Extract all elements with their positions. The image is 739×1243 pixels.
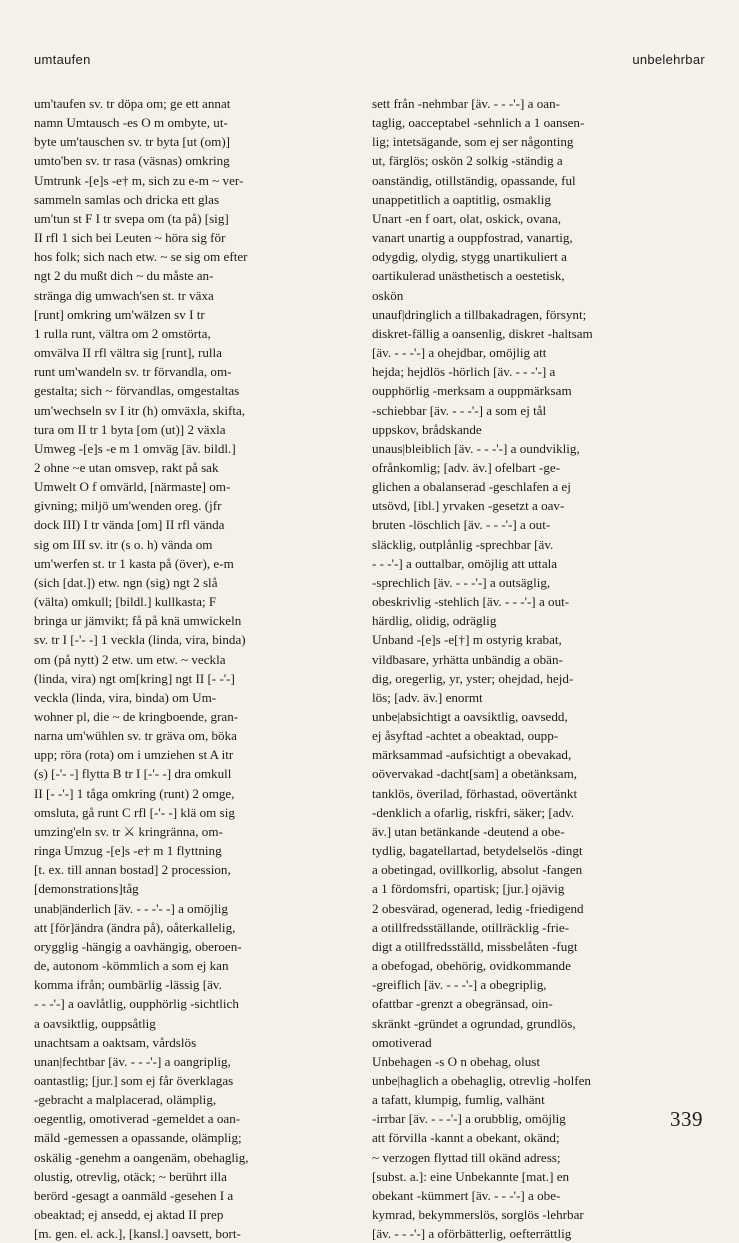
entry-line: att [för]ändra (ändra på), oåterkallelig, bbox=[34, 919, 236, 935]
entry-line: byte um'tauschen sv. tr byta [ut (om)] bbox=[34, 134, 231, 150]
entry-line: hejda; hejdlös -hörlich [äv. - - -'-] a bbox=[372, 364, 556, 380]
entry-line: umzing'eln sv. tr ⚔ kringränna, om- bbox=[34, 823, 223, 839]
entry-line: omotiverad bbox=[372, 1034, 432, 1050]
entry-line: bruten -löschlich [äv. - - -'-] a out- bbox=[372, 517, 551, 533]
entry-line: orygglig -hängig a oavhängig, oberoen- bbox=[34, 938, 242, 954]
entry-line: mäld -gemessen a opassande, olämplig; bbox=[34, 1130, 242, 1146]
entry-line: namn Umtausch -es O m ombyte, ut- bbox=[34, 115, 228, 131]
entry-line: obeskrivlig -stehlich [äv. - - -'-] a out- bbox=[372, 594, 570, 610]
entry-line: omvälva II rfl vältra sig [runt], rulla bbox=[34, 345, 222, 361]
entry-line: um'wechseln sv I itr (h) omväxla, skifta, bbox=[34, 402, 246, 418]
right-column bbox=[372, 94, 705, 1243]
entry-line: obekant -kümmert [äv. - - -'-] a obe- bbox=[372, 1187, 561, 1203]
entry-line: oövervakad -dacht[sam] a obetänksam, bbox=[372, 766, 578, 782]
entry-line: unbe|haglich a obehaglig, otrevlig -holfen bbox=[372, 1072, 591, 1088]
entry-line: - - -'-] a oavlåtlig, oupphörlig -sichtlich bbox=[34, 996, 239, 1012]
entry-line: oskön bbox=[372, 287, 404, 303]
entry-line: sammeln samlas och dricka ett glas bbox=[34, 191, 220, 207]
entry-line: digt a otillfredsställd, missbelåten -fugt bbox=[372, 938, 578, 954]
entry-line: - - -'-] a outtalbar, omöjlig att uttala bbox=[372, 555, 558, 571]
entry-line: oartikulerad unästhetisch a oestetisk, bbox=[372, 268, 565, 284]
entry-line: stränga dig umwach'sen st. tr växa bbox=[34, 287, 214, 303]
header-first-word: umtaufen bbox=[34, 52, 91, 67]
entry-line: [m. gen. el. ack.], [kansl.] oavsett, bort- bbox=[34, 1226, 241, 1242]
entry-line: givning; miljö um'wenden oreg. (jfr bbox=[34, 498, 222, 514]
entry-line: utsövd, [ibl.] yrvaken -gesetzt a oav- bbox=[372, 498, 565, 514]
entry-line: ofattbar -grenzt a obegränsad, oin- bbox=[372, 996, 553, 1012]
entry-line: vildbasare, yrhätta unbändig a obän- bbox=[372, 651, 563, 667]
entry-line: ofrånkomlig; [adv. äv.] ofelbart -ge- bbox=[372, 459, 561, 475]
entry-line: umto'ben sv. tr rasa (väsnas) omkring bbox=[34, 153, 230, 169]
entry-line: dock III) I tr vända [om] II rfl vända bbox=[34, 517, 225, 533]
entry-line: Umwelt O f omvärld, [närmaste] om- bbox=[34, 479, 231, 495]
header-last-word: unbelehrbar bbox=[632, 52, 705, 67]
running-header bbox=[34, 52, 705, 72]
entry-line: ut, färglös; oskön 2 solkig -ständig a bbox=[372, 153, 563, 169]
entry-line: (s) [-'- -] flytta B tr I [-'- -] dra omkull bbox=[34, 766, 232, 782]
entry-line: att förvilla -kannt a obekant, okänd; bbox=[372, 1130, 560, 1146]
entry-line: släcklig, outplånlig -sprechbar [äv. bbox=[372, 536, 554, 552]
entry-line: [äv. - - -'-] a oförbätterlig, oefterrättlig bbox=[372, 1226, 572, 1242]
entry-line: härdlig, olidig, odräglig bbox=[372, 613, 497, 629]
entry-line: lös; [adv. äv.] enormt bbox=[372, 689, 483, 705]
entry-line: de, autonom -kömmlich a som ej kan bbox=[34, 958, 229, 974]
entry-line: unbe|absichtigt a oavsiktlig, oavsedd, bbox=[372, 709, 568, 724]
entry-line: unachtsam a oaktsam, vårdslös bbox=[34, 1034, 197, 1050]
entry-line: [subst. a.]: eine Unbekannte [mat.] en bbox=[372, 1168, 570, 1184]
entry-line: olustig, otrevlig, otäck; ~ berührt illa bbox=[34, 1168, 227, 1184]
entry-line: veckla (linda, vira, binda) om Um- bbox=[34, 689, 217, 705]
entry-line: unappetitlich a oaptitlig, osmaklig bbox=[372, 191, 551, 207]
entry-line: unaus|bleiblich [äv. - - -'-] a oundviklig, bbox=[372, 440, 580, 456]
entry-line: oegentlig, omotiverad -gemeldet a oan- bbox=[34, 1111, 241, 1127]
entry-line: sett från -nehmbar [äv. - - -'-] a oan- bbox=[372, 96, 560, 111]
entry-line: ~ verzogen flyttad till okänd adress; bbox=[372, 1149, 561, 1165]
entry-line: 2 ohne ~e utan omsvep, rakt på sak bbox=[34, 459, 219, 475]
entry-line: upp; röra (rota) om i umziehen st A itr bbox=[34, 747, 234, 763]
entry-line: Unbehagen -s O n obehag, olust bbox=[372, 1053, 541, 1069]
entry-line: sv. tr I [-'- -] 1 veckla (linda, vira, binda) bbox=[34, 632, 246, 648]
entry-line: äv.] utan betänkande -deutend a obe- bbox=[372, 823, 565, 839]
entry-line: vanart unartig a ouppfostrad, vanartig, bbox=[372, 230, 573, 246]
entry-line: tura om II tr 1 byta [om (ut)] 2 växla bbox=[34, 421, 226, 437]
entry-line: kymrad, bekymmerslös, sorglös -lehrbar bbox=[372, 1207, 584, 1223]
entry-line: lig; intetsägande, som ej ser någonting bbox=[372, 134, 574, 150]
entry-line: ngt 2 du mußt dich ~ du måste an- bbox=[34, 268, 214, 284]
entry-line: komma ifrån; oumbärlig -lässig [äv. bbox=[34, 977, 222, 993]
entry-line: Umweg -[e]s -e m 1 omväg [äv. bildl.] bbox=[34, 440, 236, 456]
entry-line: a 1 fördomsfri, opartisk; [jur.] ojävig bbox=[372, 881, 565, 897]
entry-line: (linda, vira) ngt om[kring] ngt II [- -'-] bbox=[34, 670, 235, 686]
entry-line: odygdig, olydig, stygg unartikuliert a bbox=[372, 249, 567, 265]
entry-line: Unart -en f oart, olat, oskick, ovana, bbox=[372, 210, 562, 226]
entry-line: unan|fechtbar [äv. - - -'-] a oangriplig, bbox=[34, 1053, 231, 1069]
entry-line: bringa ur jämvikt; få på knä umwickeln bbox=[34, 613, 242, 629]
page-number: 339 bbox=[670, 1107, 703, 1131]
entry-line: dig, oregerlig, yr, yster; ohejdad, hejd- bbox=[372, 670, 574, 686]
entry-line: om (på nytt) 2 etw. um etw. ~ veckla bbox=[34, 651, 226, 667]
entry-line: II rfl 1 sich bei Leuten ~ höra sig för bbox=[34, 230, 226, 246]
entry-line: sig om III sv. itr (s o. h) vända om bbox=[34, 536, 213, 552]
entry-line: a tafatt, klumpig, fumlig, valhänt bbox=[372, 1092, 545, 1108]
entry-line: ringa Umzug -[e]s -e† m 1 flyttning bbox=[34, 843, 222, 859]
entry-line: unauf|dringlich a tillbakadragen, försynt; bbox=[372, 306, 587, 322]
entry-line: -greiflich [äv. - - -'-] a obegriplig, bbox=[372, 977, 547, 993]
entry-line: -denklich a ofarlig, riskfri, säker; [adv. bbox=[372, 804, 575, 820]
entry-line: -sprechlich [äv. - - -'-] a outsäglig, bbox=[372, 574, 551, 590]
entry-line: -schiebbar [äv. - - -'-] a som ej tål bbox=[372, 402, 547, 418]
entry-line: unab|änderlich [äv. - - -'- -] a omöjlig bbox=[34, 900, 228, 916]
entry-line: wohner pl, die ~ de kringboende, gran- bbox=[34, 709, 239, 724]
entry-line: a otillfredsställande, otillräcklig -frie- bbox=[372, 919, 570, 935]
entry-line: runt um'wandeln sv. tr förvandla, om- bbox=[34, 364, 232, 380]
entry-line: [t. ex. till annan bostad] 2 procession, bbox=[34, 862, 231, 878]
entry-line: diskret-fällig a oansenlig, diskret -haltsam bbox=[372, 325, 593, 341]
entry-line: [äv. - - -'-] a ohejdbar, omöjlig att bbox=[372, 345, 547, 361]
entry-line: (välta) omkull; [bildl.] kullkasta; F bbox=[34, 594, 217, 610]
entry-line: oskälig -genehm a oangenäm, obehaglig, bbox=[34, 1149, 249, 1165]
entry-line: um'tun st F I tr svepa om (ta på) [sig] bbox=[34, 210, 229, 226]
entry-line: Umtrunk -[e]s -e† m, sich zu e-m ~ ver- bbox=[34, 172, 244, 188]
entry-line: tydlig, bagatellartad, betydelselös -dingt bbox=[372, 843, 583, 859]
entry-line: uppskov, brådskande bbox=[372, 421, 482, 437]
entry-line: ej åsyftad -achtet a obeaktad, oupp- bbox=[372, 728, 559, 744]
entry-line: a obetingad, ovillkorlig, absolut -fangen bbox=[372, 862, 583, 878]
entry-line: skränkt -gründet a ogrundad, grundlös, bbox=[372, 1015, 576, 1031]
entry-line: gestalta; sich ~ förvandlas, omgestaltas bbox=[34, 383, 240, 399]
entry-line: berörd -gesagt a oanmäld -gesehen I a bbox=[34, 1187, 234, 1203]
entry-line: taglig, oacceptabel -sehnlich a 1 oansen- bbox=[372, 115, 585, 131]
entry-line: 1 rulla runt, vältra om 2 omstörta, bbox=[34, 325, 211, 341]
left-column bbox=[34, 94, 362, 1243]
entry-line: um'taufen sv. tr döpa om; ge ett annat bbox=[34, 96, 231, 111]
entry-line: a oavsiktlig, ouppsåtlig bbox=[34, 1015, 156, 1031]
entry-line: tanklös, överilad, förhastad, oövertänkt bbox=[372, 785, 578, 801]
entry-line: oantastlig; [jur.] som ej får överklagas bbox=[34, 1072, 234, 1088]
entry-line: hos folk; sich nach etw. ~ se sig om efter bbox=[34, 249, 248, 265]
entry-line: a obefogad, obehörig, ovidkommande bbox=[372, 958, 571, 974]
entry-line: omsluta, gå runt C rfl [-'- -] klä om sig bbox=[34, 804, 235, 820]
entry-line: -irrbar [äv. - - -'-] a orubblig, omöjlig bbox=[372, 1111, 566, 1127]
entry-line: II [- -'-] 1 tåga omkring (runt) 2 omge, bbox=[34, 785, 235, 801]
entry-line: (sich [dat.]) etw. ngn (sig) ngt 2 slå bbox=[34, 574, 218, 590]
entry-line: 2 obesvärad, ogenerad, ledig -friedigend bbox=[372, 900, 584, 916]
entry-line: -gebracht a malplacerad, olämplig, bbox=[34, 1092, 217, 1108]
entry-line: [demonstrations]tåg bbox=[34, 881, 139, 897]
entry-line: [runt] omkring um'wälzen sv I tr bbox=[34, 306, 205, 322]
entry-line: märksammad -aufsichtigt a obevakad, bbox=[372, 747, 572, 763]
entry-line: oupphörlig -merksam a ouppmärksam bbox=[372, 383, 572, 399]
entry-line: um'werfen st. tr 1 kasta på (över), e-m bbox=[34, 555, 234, 571]
entry-line: glichen a obalanserad -geschlafen a ej bbox=[372, 479, 571, 495]
entry-line: narna um'wühlen sv. tr gräva om, böka bbox=[34, 728, 237, 744]
entry-line: obeaktad; ej ansedd, ej aktad II prep bbox=[34, 1207, 224, 1223]
entry-line: oanständig, otillständig, opassande, ful bbox=[372, 172, 576, 188]
entry-line: Unband -[e]s -e[†] m ostyrig krabat, bbox=[372, 632, 562, 648]
